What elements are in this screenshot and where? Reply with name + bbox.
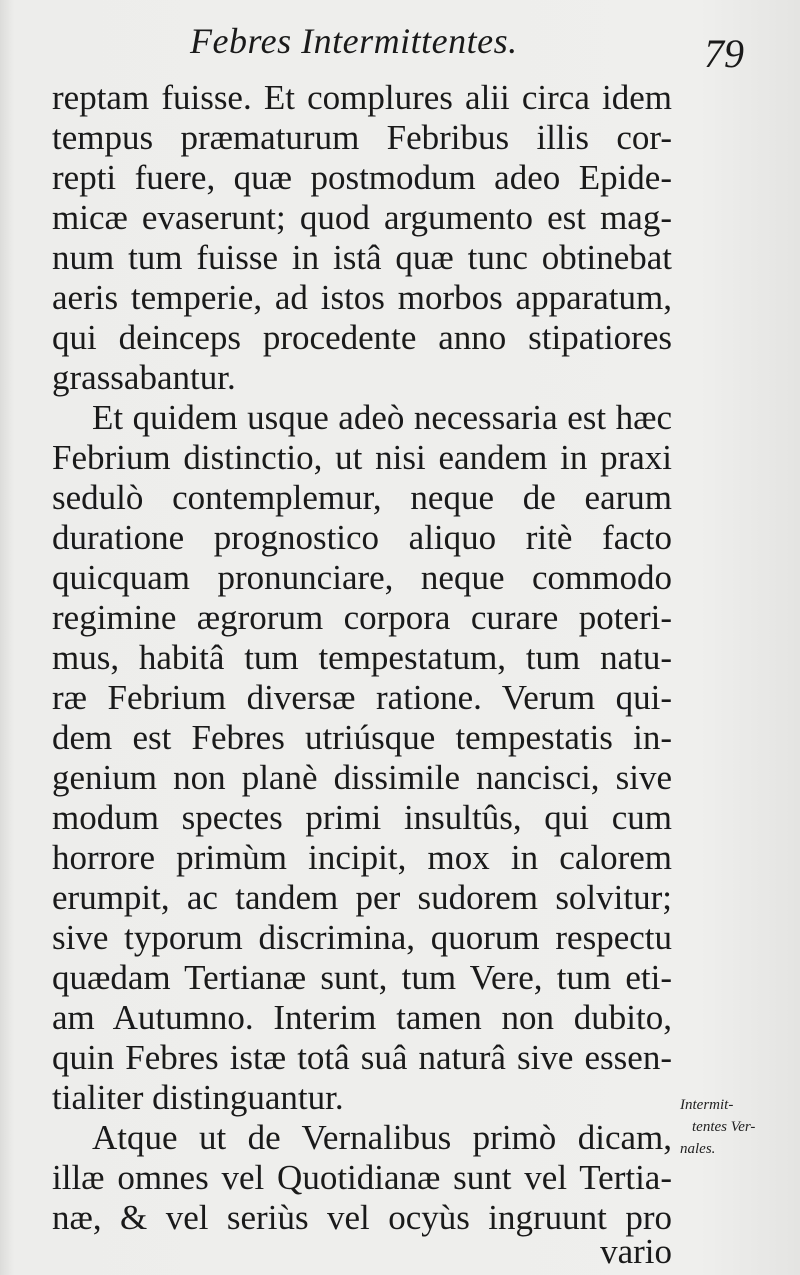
- text-line: sedulò contemplemur, neque de earum: [52, 478, 672, 517]
- text-line: quicquam pronunciare, neque commodo: [52, 558, 672, 597]
- text-line: tialiter distinguantur.: [52, 1078, 344, 1117]
- text-line: Febrium distinctio, ut nisi eandem in praxi: [52, 438, 672, 477]
- marginal-note-line: nales.: [680, 1141, 716, 1157]
- text-line: næ, & vel seriùs vel ocyùs ingruunt pro: [52, 1198, 672, 1237]
- text-line: repti fuere, quæ postmodum adeo Epide-: [52, 158, 672, 197]
- text-line: qui deinceps procedente anno stipatiores: [52, 318, 672, 357]
- text-line: sive typorum discrimina, quorum respectu: [52, 918, 672, 957]
- marginal-note-line: tentes Ver-: [692, 1119, 756, 1135]
- catchword: vario: [600, 1232, 672, 1271]
- text-line: horrore primùm incipit, mox in calorem: [52, 838, 672, 877]
- text-line: reptam fuisse. Et complures alii circa idem: [52, 78, 672, 117]
- text-line: grassabantur.: [52, 358, 236, 397]
- text-line: mus, habitâ tum tempestatum, tum natu-: [52, 638, 672, 677]
- text-line: ræ Febrium diversæ ratione. Verum qui-: [52, 678, 672, 717]
- page-number: 79: [704, 31, 744, 76]
- paragraph-start-line: Atque ut de Vernalibus primò dicam,: [92, 1118, 672, 1157]
- text-line: duratione prognostico aliquo ritè facto: [52, 518, 672, 557]
- running-header: Febres Intermittentes.: [190, 21, 518, 61]
- text-line: am Autumno. Interim tamen non dubito,: [52, 998, 672, 1037]
- text-line: num tum fuisse in istâ quæ tunc obtinebat: [52, 238, 672, 277]
- text-line: erumpit, ac tandem per sudorem solvitur;: [52, 878, 672, 917]
- text-line: micæ evaserunt; quod argumento est mag-: [52, 198, 672, 237]
- text-line: regimine ægrorum corpora curare poteri-: [52, 598, 672, 637]
- marginal-note-line: Intermit-: [680, 1097, 734, 1113]
- text-line: genium non planè dissimile nancisci, sive: [52, 758, 672, 797]
- marginal-note: [680, 1094, 755, 1160]
- paragraph-start-line: Et quidem usque adeò necessaria est hæc: [92, 398, 672, 437]
- text-line: quædam Tertianæ sunt, tum Vere, tum eti-: [52, 958, 672, 997]
- text-line: quin Febres istæ totâ suâ naturâ sive essen-: [52, 1038, 672, 1077]
- text-line: tempus præmaturum Febribus illis cor-: [52, 118, 672, 157]
- text-line: illæ omnes vel Quotidianæ sunt vel Tertia-: [52, 1158, 672, 1197]
- text-line: modum spectes primi insultûs, qui cum: [52, 798, 672, 837]
- text-line: aeris temperie, ad istos morbos apparatum,: [52, 278, 672, 317]
- text-line: dem est Febres utriúsque tempestatis in-: [52, 718, 672, 757]
